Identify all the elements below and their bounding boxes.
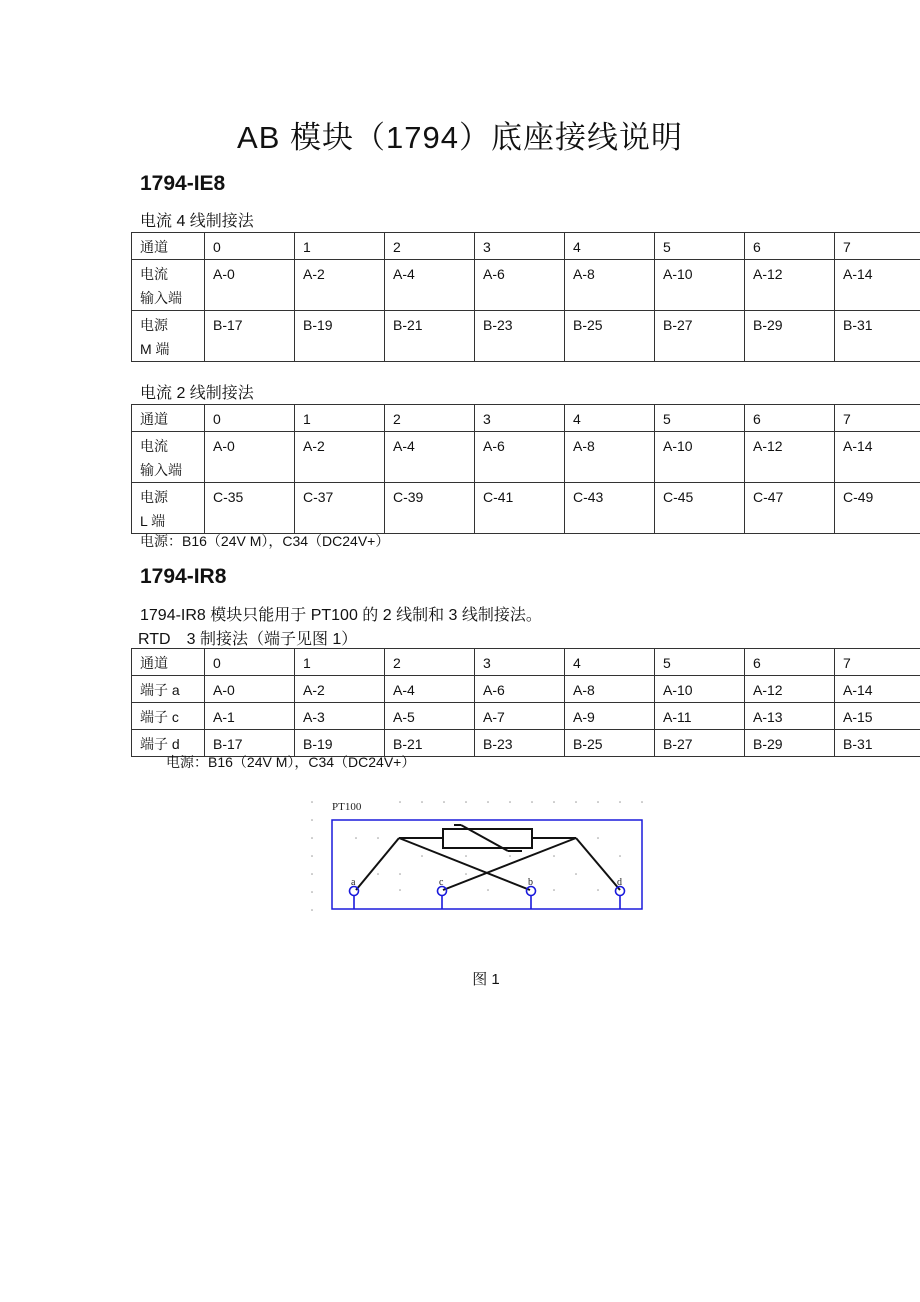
header-cell: 6 — [745, 233, 835, 260]
table-row — [132, 703, 920, 730]
header-cell: 7 — [835, 649, 920, 676]
page-title: AB 模块（1794）底座接线说明 — [237, 120, 683, 155]
header-cell: 通道 — [132, 405, 205, 432]
table-ie8-2wire — [131, 404, 920, 534]
table-cell: A-6 — [475, 432, 565, 483]
header-cell: 6 — [745, 649, 835, 676]
table-caption-rtd: RTD 3 制接法（端子见图 1） — [138, 631, 358, 648]
pt100-label: PT100 — [332, 801, 362, 813]
table-cell: B-17 — [205, 730, 295, 757]
header-cell: 3 — [475, 405, 565, 432]
figure-caption: 图 1 — [472, 971, 500, 988]
table-cell: A-7 — [475, 703, 565, 730]
ir8-description: 1794-IR8 模块只能用于 PT100 的 2 线制和 3 线制接法。 — [140, 607, 542, 624]
table-cell: C-45 — [655, 483, 745, 534]
row-label: 端子 c — [132, 703, 205, 730]
header-cell: 0 — [205, 649, 295, 676]
row-label: 电源 M 端 — [132, 311, 205, 362]
table-cell: C-37 — [295, 483, 385, 534]
header-cell: 0 — [205, 405, 295, 432]
header-cell: 2 — [385, 405, 475, 432]
table-ie8-4wire — [131, 232, 920, 362]
table-cell: A-8 — [565, 676, 655, 703]
table-cell: A-14 — [835, 432, 920, 483]
table-caption-2wire: 电流 2 线制接法 — [140, 385, 254, 402]
header-cell: 4 — [565, 649, 655, 676]
row-label: 端子 a — [132, 676, 205, 703]
table-row — [132, 676, 920, 703]
table-cell: B-21 — [385, 311, 475, 362]
table-row — [132, 260, 920, 311]
terminal-label: c — [439, 877, 444, 888]
header-cell: 通道 — [132, 649, 205, 676]
table-header-row — [132, 233, 920, 260]
table-cell: A-1 — [205, 703, 295, 730]
table-row — [132, 483, 920, 534]
table-cell: B-29 — [745, 730, 835, 757]
table-cell: B-23 — [475, 311, 565, 362]
table-cell: A-8 — [565, 432, 655, 483]
table-cell: A-4 — [385, 432, 475, 483]
table-cell: B-19 — [295, 311, 385, 362]
terminal-label: a — [351, 877, 356, 888]
table-cell: C-49 — [835, 483, 920, 534]
terminal-label: b — [528, 877, 533, 888]
power-note-ir8: 电源：B16（24V M），C34（DC24V+） — [166, 754, 416, 770]
header-cell: 4 — [565, 405, 655, 432]
table-cell: A-2 — [295, 260, 385, 311]
table-cell: A-2 — [295, 432, 385, 483]
table-cell: A-8 — [565, 260, 655, 311]
table-cell: A-14 — [835, 676, 920, 703]
header-cell: 7 — [835, 405, 920, 432]
table-cell: A-15 — [835, 703, 920, 730]
header-cell: 7 — [835, 233, 920, 260]
table-cell: A-12 — [745, 676, 835, 703]
header-cell: 5 — [655, 405, 745, 432]
table-cell: A-2 — [295, 676, 385, 703]
table-cell: A-4 — [385, 676, 475, 703]
table-cell: A-10 — [655, 260, 745, 311]
header-cell: 1 — [295, 649, 385, 676]
header-cell: 3 — [475, 233, 565, 260]
table-cell: B-17 — [205, 311, 295, 362]
table-cell: A-10 — [655, 432, 745, 483]
row-label: 电流 输入端 — [132, 260, 205, 311]
table-cell: A-4 — [385, 260, 475, 311]
table-cell: A-6 — [475, 260, 565, 311]
table-cell: A-9 — [565, 703, 655, 730]
header-cell: 4 — [565, 233, 655, 260]
terminal-label: d — [617, 877, 622, 888]
header-cell: 1 — [295, 233, 385, 260]
table-cell: A-14 — [835, 260, 920, 311]
table-cell: C-43 — [565, 483, 655, 534]
pt100-wiring-diagram — [300, 792, 660, 917]
table-row — [132, 432, 920, 483]
table-cell: B-21 — [385, 730, 475, 757]
header-cell: 2 — [385, 649, 475, 676]
row-label: 电源 L 端 — [132, 483, 205, 534]
table-cell: A-10 — [655, 676, 745, 703]
table-cell: B-19 — [295, 730, 385, 757]
table-header-row — [132, 405, 920, 432]
table-cell: A-5 — [385, 703, 475, 730]
header-cell: 0 — [205, 233, 295, 260]
table-cell: A-3 — [295, 703, 385, 730]
table-ir8-rtd — [131, 648, 920, 757]
table-caption-4wire: 电流 4 线制接法 — [140, 213, 254, 230]
table-cell: A-13 — [745, 703, 835, 730]
section-heading-ie8: 1794-IE8 — [140, 172, 226, 195]
header-cell: 1 — [295, 405, 385, 432]
table-cell: B-27 — [655, 730, 745, 757]
table-cell: A-12 — [745, 432, 835, 483]
header-cell: 3 — [475, 649, 565, 676]
table-row — [132, 311, 920, 362]
table-cell: B-31 — [835, 311, 920, 362]
header-cell: 6 — [745, 405, 835, 432]
table-cell: A-0 — [205, 432, 295, 483]
table-cell: C-41 — [475, 483, 565, 534]
table-cell: B-25 — [565, 730, 655, 757]
table-cell: A-6 — [475, 676, 565, 703]
header-cell: 2 — [385, 233, 475, 260]
table-cell: C-35 — [205, 483, 295, 534]
resistor-icon — [443, 829, 532, 848]
table-cell: B-23 — [475, 730, 565, 757]
table-header-row — [132, 649, 920, 676]
header-cell: 通道 — [132, 233, 205, 260]
table-cell: B-31 — [835, 730, 920, 757]
table-cell: A-0 — [205, 260, 295, 311]
table-cell: A-0 — [205, 676, 295, 703]
row-label: 端子 d — [132, 730, 205, 757]
table-cell: C-39 — [385, 483, 475, 534]
row-label: 电流 输入端 — [132, 432, 205, 483]
table-cell: B-27 — [655, 311, 745, 362]
power-note-ie8: 电源：B16（24V M），C34（DC24V+） — [140, 533, 390, 549]
table-cell: B-29 — [745, 311, 835, 362]
table-cell: C-47 — [745, 483, 835, 534]
table-cell: A-11 — [655, 703, 745, 730]
table-cell: B-25 — [565, 311, 655, 362]
table-cell: A-12 — [745, 260, 835, 311]
header-cell: 5 — [655, 649, 745, 676]
header-cell: 5 — [655, 233, 745, 260]
section-heading-ir8: 1794-IR8 — [140, 565, 227, 588]
